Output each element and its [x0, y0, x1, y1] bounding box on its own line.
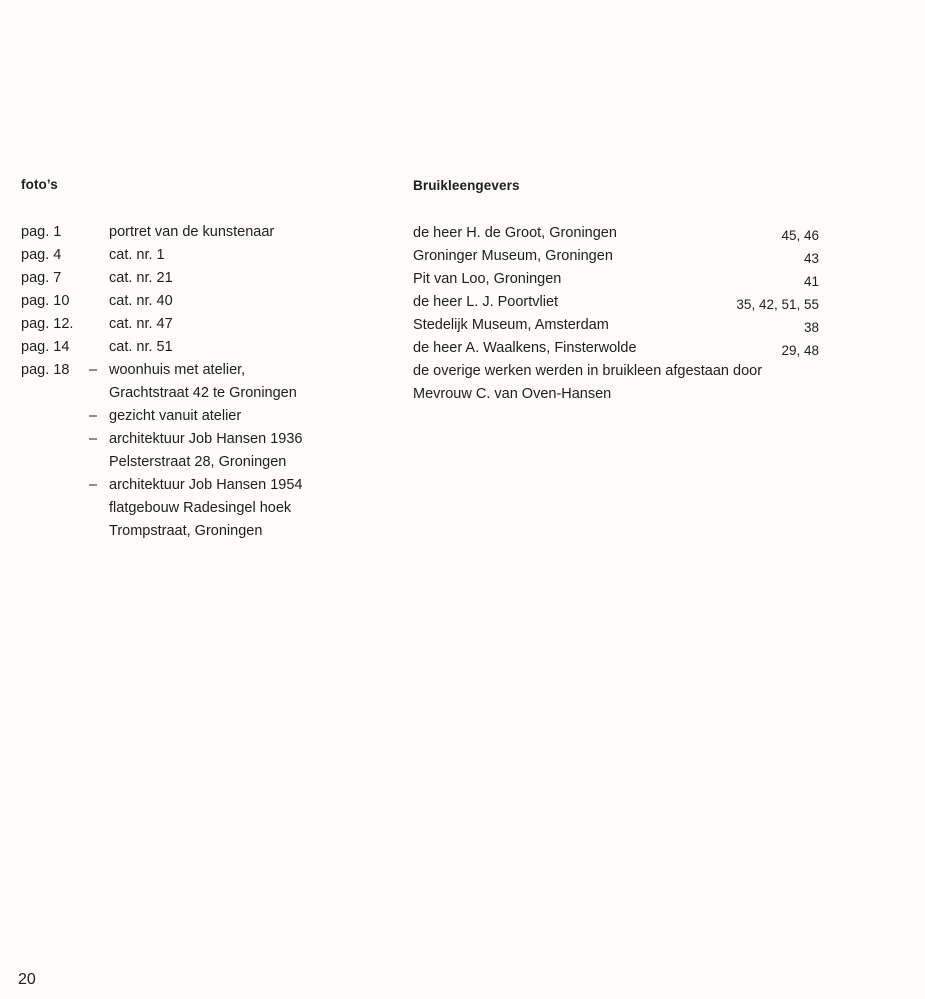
photo-row — [21, 474, 381, 497]
lender-catalogue-numbers: 35, 42, 51, 55 — [736, 297, 819, 312]
photo-description: cat. nr. 47 — [109, 316, 173, 332]
photo-description: flatgebouw Radesingel hoek — [109, 500, 292, 516]
lender-name: de heer L. J. Poortvliet — [413, 294, 559, 310]
lender-catalogue-numbers: 43 — [803, 251, 819, 266]
photo-row — [21, 520, 381, 543]
photo-description: architektuur Job Hansen 1936 — [109, 431, 303, 447]
photo-description: portret van de kunstenaar — [109, 224, 275, 240]
lender-catalogue-numbers: 38 — [803, 320, 819, 335]
lender-name: de heer A. Waalkens, Finsterwolde — [413, 340, 637, 356]
photo-description: Trompstraat, Groningen — [109, 523, 263, 539]
photo-row — [21, 336, 381, 359]
photo-dash: – — [89, 477, 98, 493]
lender-catalogue-numbers: 29, 48 — [781, 343, 819, 358]
photo-description: gezicht vanuit atelier — [109, 408, 242, 424]
photo-list — [21, 221, 381, 543]
photo-row — [21, 428, 381, 451]
photo-row — [21, 313, 381, 336]
page-number: 20 — [18, 971, 36, 988]
lender-row — [413, 291, 819, 314]
photo-page-ref: pag. 1 — [21, 224, 62, 240]
photo-row — [21, 497, 381, 520]
photo-row — [21, 382, 381, 405]
photo-page-ref: pag. 4 — [21, 247, 62, 263]
photo-description: architektuur Job Hansen 1954 — [109, 477, 303, 493]
lender-row — [413, 337, 819, 360]
photo-description: woonhuis met atelier, — [109, 362, 246, 378]
lender-name: Stedelijk Museum, Amsterdam — [413, 317, 609, 333]
photo-page-ref: pag. 14 — [21, 339, 70, 355]
lender-row — [413, 222, 819, 245]
lender-row — [413, 314, 819, 337]
photo-row — [21, 290, 381, 313]
photo-dash: – — [89, 408, 98, 424]
photos-heading: foto’s — [21, 177, 58, 192]
photo-row — [21, 405, 381, 428]
lender-row — [413, 245, 819, 268]
photo-description: cat. nr. 21 — [109, 270, 173, 286]
lender-list — [413, 222, 819, 406]
photo-row — [21, 451, 381, 474]
lender-catalogue-numbers: 41 — [803, 274, 819, 289]
lender-name: de heer H. de Groot, Groningen — [413, 225, 617, 241]
lender-name: Groninger Museum, Groningen — [413, 248, 613, 264]
photo-page-ref: pag. 10 — [21, 293, 70, 309]
photo-row — [21, 267, 381, 290]
photo-page-ref: pag. 7 — [21, 270, 62, 286]
photo-page-ref: pag. 18 — [21, 362, 70, 378]
photo-description: cat. nr. 40 — [109, 293, 173, 309]
lenders-heading: Bruikleengevers — [413, 178, 520, 193]
photo-description: cat. nr. 51 — [109, 339, 173, 355]
photo-row — [21, 359, 381, 382]
lender-row — [413, 268, 819, 291]
photo-description: Grachtstraat 42 te Groningen — [109, 385, 297, 401]
lender-name: Pit van Loo, Groningen — [413, 271, 562, 287]
lender-note-line: Mevrouw C. van Oven-Hansen — [413, 386, 612, 402]
photo-dash: – — [89, 431, 98, 447]
lender-note-line: de overige werken werden in bruikleen afgestaan door — [413, 363, 763, 379]
photo-page-ref: pag. 12. — [21, 316, 74, 332]
photo-description: Pelsterstraat 28, Groningen — [109, 454, 287, 470]
photo-row — [21, 244, 381, 267]
photo-dash: – — [89, 362, 98, 378]
photo-row — [21, 221, 381, 244]
lender-catalogue-numbers: 45, 46 — [781, 228, 819, 243]
photo-description: cat. nr. 1 — [109, 247, 165, 263]
